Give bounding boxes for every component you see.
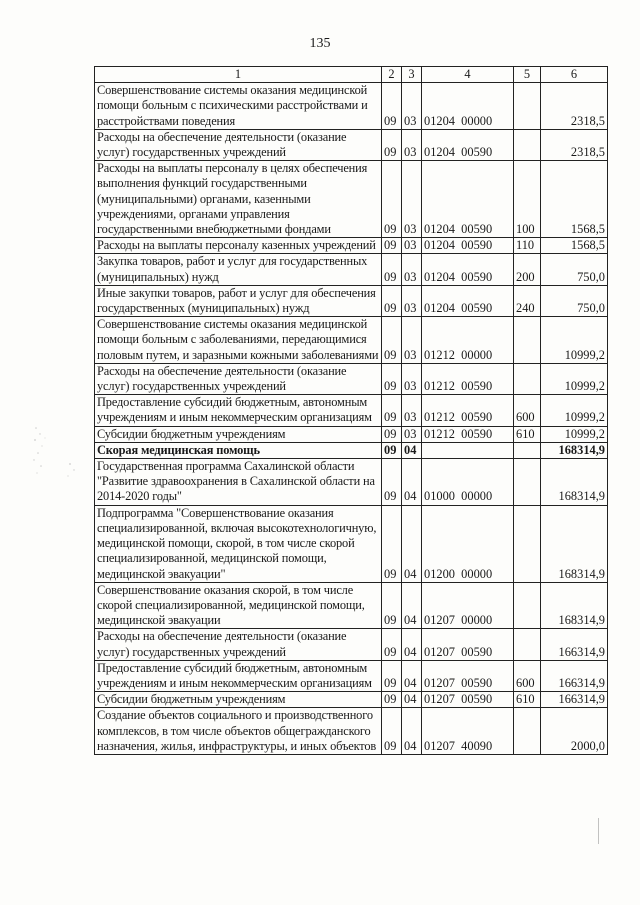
cell-target-article: 01212 00590 [422, 426, 514, 442]
cell-section: 09 [382, 629, 402, 660]
cell-name: Расходы на обеспечение деятельности (оказание услуг) государственных учреждений [95, 629, 382, 660]
cell-expense-type: 610 [514, 426, 541, 442]
cell-name: Совершенствование системы оказания медицинской помощи больным с психическими расстройствами и расстройствами поведения [95, 83, 382, 130]
cell-name: Государственная программа Сахалинской области "Развитие здравоохранения в Сахалинской области на 2014-2020 годы" [95, 459, 382, 506]
cell-name: Закупка товаров, работ и услуг для государственных (муниципальных) нужд [95, 254, 382, 285]
cell-target-article: 01204 00590 [422, 161, 514, 238]
column-header-4: 4 [422, 67, 514, 83]
cell-section: 09 [382, 582, 402, 629]
scan-edge-tick [598, 818, 605, 844]
table-row [95, 708, 608, 755]
table-row [95, 505, 608, 582]
cell-amount: 2000,0 [541, 708, 608, 755]
table-row [95, 317, 608, 364]
table-row [95, 161, 608, 238]
table-body [95, 83, 608, 755]
cell-subsection: 04 [402, 459, 422, 506]
table-row [95, 459, 608, 506]
cell-subsection: 04 [402, 660, 422, 691]
cell-amount: 2318,5 [541, 129, 608, 160]
cell-target-article: 01207 00590 [422, 660, 514, 691]
cell-section: 09 [382, 660, 402, 691]
table-row [95, 426, 608, 442]
cell-amount: 168314,9 [541, 459, 608, 506]
cell-target-article: 01000 00000 [422, 459, 514, 506]
cell-expense-type: 200 [514, 254, 541, 285]
cell-section: 09 [382, 708, 402, 755]
cell-section: 09 [382, 285, 402, 316]
table-header [95, 67, 608, 83]
scan-margin-mark [30, 420, 78, 490]
header-row [95, 67, 608, 83]
cell-target-article: 01212 00590 [422, 363, 514, 394]
cell-name: Субсидии бюджетным учреждениям [95, 692, 382, 708]
column-header-5: 5 [514, 67, 541, 83]
cell-subsection: 03 [402, 426, 422, 442]
cell-section: 09 [382, 254, 402, 285]
table-row [95, 660, 608, 691]
cell-amount: 166314,9 [541, 692, 608, 708]
cell-section: 09 [382, 692, 402, 708]
cell-subsection: 03 [402, 238, 422, 254]
cell-expense-type: 600 [514, 660, 541, 691]
table-row [95, 442, 608, 458]
cell-target-article: 01212 00590 [422, 395, 514, 426]
cell-subsection: 03 [402, 161, 422, 238]
cell-expense-type [514, 459, 541, 506]
cell-amount: 750,0 [541, 285, 608, 316]
cell-target-article: 01207 40090 [422, 708, 514, 755]
cell-expense-type: 110 [514, 238, 541, 254]
cell-section: 09 [382, 505, 402, 582]
cell-target-article: 01204 00590 [422, 254, 514, 285]
cell-expense-type [514, 317, 541, 364]
cell-target-article: 01204 00590 [422, 129, 514, 160]
table-row [95, 692, 608, 708]
cell-amount: 166314,9 [541, 629, 608, 660]
cell-section: 09 [382, 129, 402, 160]
cell-expense-type: 600 [514, 395, 541, 426]
cell-target-article: 01204 00590 [422, 285, 514, 316]
cell-section: 09 [382, 426, 402, 442]
cell-target-article: 01207 00590 [422, 692, 514, 708]
cell-amount: 2318,5 [541, 83, 608, 130]
cell-name: Совершенствование оказания скорой, в том числе скорой специализированной, медицинской помощи, медицинской эвакуации [95, 582, 382, 629]
column-header-3: 3 [402, 67, 422, 83]
cell-subsection: 03 [402, 83, 422, 130]
cell-amount: 168314,9 [541, 442, 608, 458]
table-row [95, 582, 608, 629]
cell-expense-type [514, 708, 541, 755]
cell-expense-type [514, 582, 541, 629]
cell-target-article: 01207 00590 [422, 629, 514, 660]
cell-subsection: 04 [402, 629, 422, 660]
cell-subsection: 03 [402, 254, 422, 285]
cell-name: Расходы на выплаты персоналу в целях обеспечения выполнения функций государственными (муниципальными) органами, казенными учреждениями, органами управления государственными внебюджетными фондами [95, 161, 382, 238]
cell-name: Расходы на выплаты персоналу казенных учреждений [95, 238, 382, 254]
cell-section: 09 [382, 442, 402, 458]
cell-subsection: 04 [402, 708, 422, 755]
cell-section: 09 [382, 395, 402, 426]
cell-subsection: 03 [402, 317, 422, 364]
cell-expense-type [514, 629, 541, 660]
cell-target-article: 01204 00590 [422, 238, 514, 254]
column-header-1: 1 [95, 67, 382, 83]
cell-subsection: 04 [402, 582, 422, 629]
cell-subsection: 04 [402, 442, 422, 458]
cell-name: Совершенствование системы оказания медицинской помощи больным с заболеваниями, передающимися половым путем, и заразными кожными заболеваниями [95, 317, 382, 364]
cell-subsection: 04 [402, 692, 422, 708]
cell-name: Создание объектов социального и производственного комплексов, в том числе объектов общегражданского назначения, жилья, инфраструктуры, и иных объектов [95, 708, 382, 755]
cell-amount: 10999,2 [541, 426, 608, 442]
cell-amount: 1568,5 [541, 161, 608, 238]
cell-name: Подпрограмма "Совершенствование оказания специализированной, включая высокотехнологичную, медицинской помощи, скорой, в том числе скорой специализированной, медицинской помощи, медицинской эвакуации" [95, 505, 382, 582]
table-row [95, 285, 608, 316]
cell-name: Субсидии бюджетным учреждениям [95, 426, 382, 442]
table-row [95, 129, 608, 160]
cell-section: 09 [382, 161, 402, 238]
cell-target-article: 01204 00000 [422, 83, 514, 130]
column-header-2: 2 [382, 67, 402, 83]
cell-expense-type [514, 442, 541, 458]
table-row [95, 83, 608, 130]
cell-amount: 750,0 [541, 254, 608, 285]
cell-name: Скорая медицинская помощь [95, 442, 382, 458]
cell-expense-type: 610 [514, 692, 541, 708]
cell-expense-type [514, 83, 541, 130]
cell-amount: 168314,9 [541, 505, 608, 582]
cell-amount: 10999,2 [541, 317, 608, 364]
cell-expense-type [514, 129, 541, 160]
cell-section: 09 [382, 83, 402, 130]
table-row [95, 363, 608, 394]
cell-target-article [422, 442, 514, 458]
cell-amount: 1568,5 [541, 238, 608, 254]
cell-amount: 10999,2 [541, 395, 608, 426]
cell-subsection: 03 [402, 395, 422, 426]
table-row [95, 238, 608, 254]
table-row [95, 395, 608, 426]
cell-name: Расходы на обеспечение деятельности (оказание услуг) государственных учреждений [95, 129, 382, 160]
cell-subsection: 03 [402, 285, 422, 316]
table-row [95, 254, 608, 285]
cell-amount: 166314,9 [541, 660, 608, 691]
cell-section: 09 [382, 238, 402, 254]
cell-expense-type [514, 505, 541, 582]
cell-name: Предоставление субсидий бюджетным, автономным учреждениям и иным некоммерческим организациям [95, 660, 382, 691]
budget-table [94, 66, 608, 755]
cell-name: Предоставление субсидий бюджетным, автономным учреждениям и иным некоммерческим организациям [95, 395, 382, 426]
page-number: 135 [309, 36, 331, 51]
cell-target-article: 01200 00000 [422, 505, 514, 582]
table-row [95, 629, 608, 660]
cell-section: 09 [382, 317, 402, 364]
cell-subsection: 03 [402, 129, 422, 160]
cell-expense-type: 240 [514, 285, 541, 316]
cell-subsection: 04 [402, 505, 422, 582]
cell-amount: 168314,9 [541, 582, 608, 629]
cell-target-article: 01212 00000 [422, 317, 514, 364]
cell-amount: 10999,2 [541, 363, 608, 394]
cell-expense-type [514, 363, 541, 394]
cell-target-article: 01207 00000 [422, 582, 514, 629]
cell-name: Расходы на обеспечение деятельности (оказание услуг) государственных учреждений [95, 363, 382, 394]
cell-expense-type: 100 [514, 161, 541, 238]
cell-section: 09 [382, 459, 402, 506]
cell-subsection: 03 [402, 363, 422, 394]
column-header-6: 6 [541, 67, 608, 83]
cell-section: 09 [382, 363, 402, 394]
cell-name: Иные закупки товаров, работ и услуг для обеспечения государственных (муниципальных) нужд [95, 285, 382, 316]
